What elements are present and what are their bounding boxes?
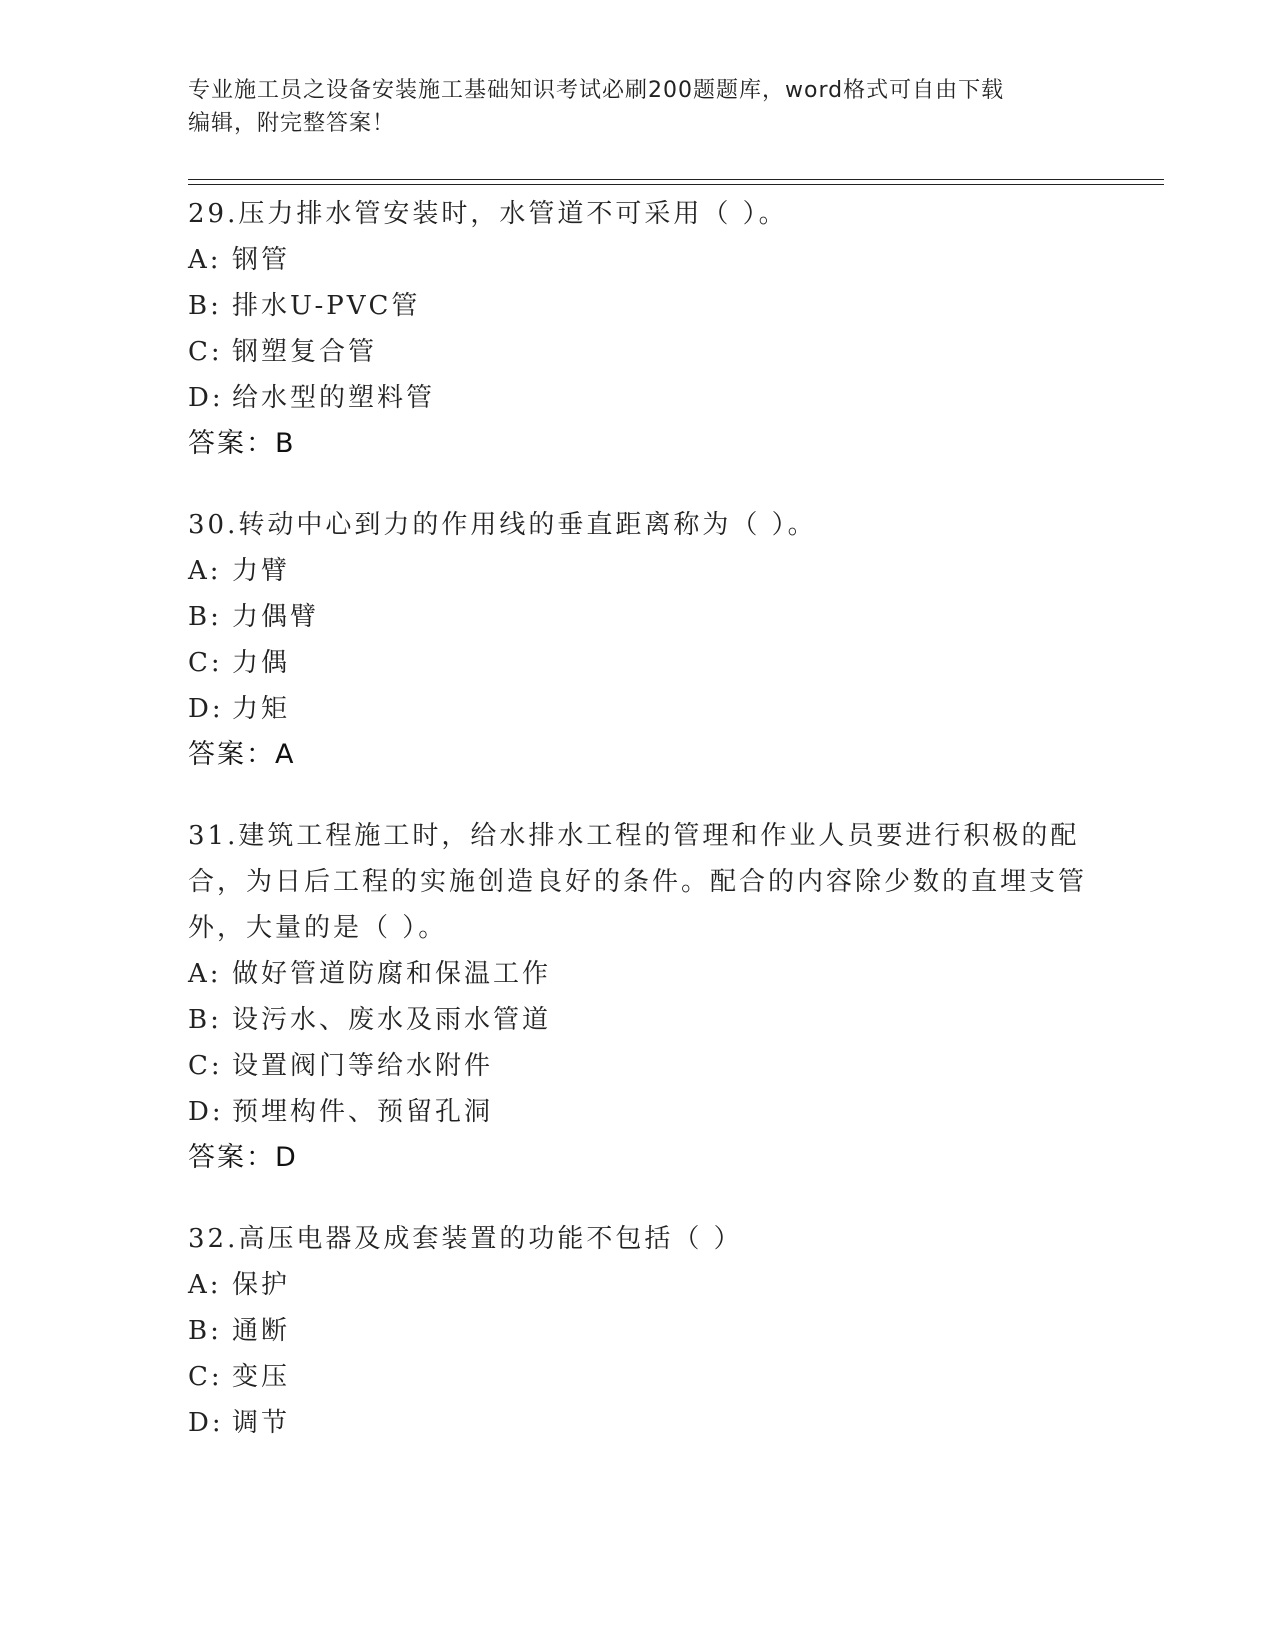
option-text: 设污水、废水及雨水管道 [232,1005,552,1035]
question-list [188,190,1088,1480]
question-30 [188,501,1088,778]
option-text: 设置阀门等给水附件 [232,1051,494,1081]
header-line-1: 专业施工员之设备安装施工基础知识考试必刷200题题库，word格式可自由下载 [188,78,1005,103]
question-29 [188,190,1088,467]
header-divider-bottom [188,184,1164,185]
option-b [188,283,1088,329]
option-c [188,1043,1088,1089]
option-text: 力偶臂 [232,602,320,632]
option-text: 给水型的塑料管 [232,383,436,413]
option-text: 变压 [232,1362,291,1392]
option-key: C: [188,648,223,678]
option-c [188,1354,1088,1400]
option-a [188,548,1088,594]
option-a [188,237,1088,283]
option-text: 调节 [232,1408,291,1438]
option-key: D: [188,1097,224,1127]
option-text: 排水U-PVC管 [232,291,421,321]
option-key: D: [188,694,224,724]
option-text: 力偶 [232,648,291,678]
question-text: 31.建筑工程施工时，给水排水工程的管理和作业人员要进行积极的配合，为日后工程的实施创造良好的条件。配合的内容除少数的直埋支管外，大量的是（ ）。 [188,821,1088,943]
option-c [188,329,1088,375]
option-a [188,951,1088,997]
option-key: C: [188,1051,223,1081]
option-d [188,686,1088,732]
option-key: B: [188,1316,222,1346]
option-text: 力矩 [232,694,291,724]
header-divider-top [188,179,1164,180]
option-key: B: [188,291,222,321]
option-b [188,997,1088,1043]
option-key: C: [188,1362,223,1392]
option-key: A: [188,245,222,275]
option-text: 预埋构件、预留孔洞 [232,1097,494,1127]
option-key: C: [188,337,223,367]
question-text: 29.压力排水管安装时，水管道不可采用（ ）。 [188,199,788,229]
question-text: 32.高压电器及成套装置的功能不包括（ ） [188,1224,743,1254]
answer-line: 答案：D [188,1142,298,1173]
option-d [188,375,1088,421]
option-b [188,1308,1088,1354]
question-31 [188,812,1088,1181]
option-key: B: [188,1005,222,1035]
answer-line: 答案：B [188,428,296,459]
question-text: 30.转动中心到力的作用线的垂直距离称为（ ）。 [188,510,817,540]
option-text: 钢管 [232,245,291,275]
option-text: 通断 [232,1316,291,1346]
option-d [188,1089,1088,1135]
option-b [188,594,1088,640]
document-header [188,74,1068,140]
option-text: 做好管道防腐和保温工作 [232,959,552,989]
question-32 [188,1215,1088,1446]
option-c [188,640,1088,686]
option-key: D: [188,383,224,413]
option-text: 钢塑复合管 [232,337,378,367]
option-key: A: [188,959,222,989]
answer-line: 答案：A [188,739,296,770]
option-key: A: [188,1270,222,1300]
header-line-2: 编辑，附完整答案！ [188,111,396,136]
option-d [188,1400,1088,1446]
option-key: D: [188,1408,224,1438]
option-text: 力臂 [232,556,291,586]
option-key: A: [188,556,222,586]
option-text: 保护 [232,1270,291,1300]
option-a [188,1262,1088,1308]
option-key: B: [188,602,222,632]
